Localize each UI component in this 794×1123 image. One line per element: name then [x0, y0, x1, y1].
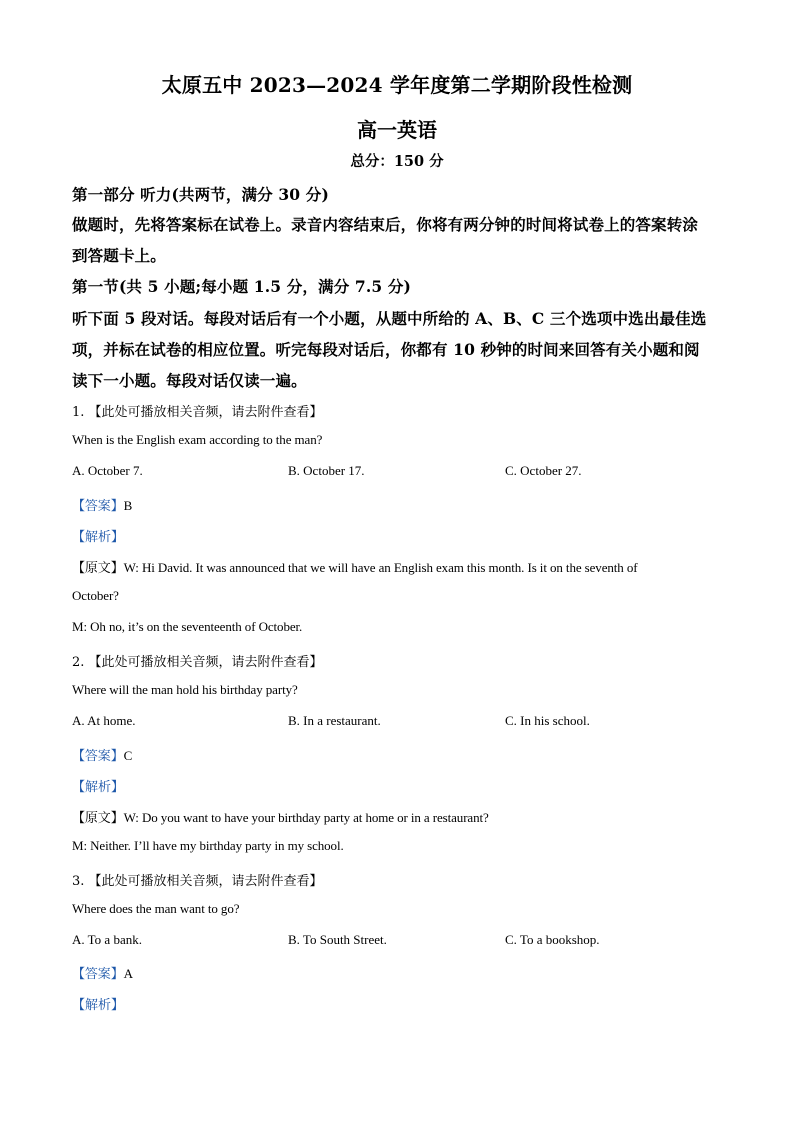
transcript-text: W: Hi David. It was announced that we will have an English exam this month. Is it on the seventh of	[123, 560, 638, 575]
answer-value: B	[123, 498, 133, 513]
total-score: 总分：150 分	[350, 153, 444, 170]
question-3-text: Where does the man want to go?	[72, 901, 240, 916]
answer-label: 【答案】	[72, 498, 124, 513]
question-2-option-c: C. In his school.	[505, 713, 590, 728]
question-1-option-c: C. October 27.	[505, 463, 582, 478]
exam-title: 太原五中 2023—2024 学年度第二学期阶段性检测	[161, 73, 633, 97]
part1-instruction-line2: 到答题卡上。	[72, 246, 166, 265]
question-1-analysis-label: 【解析】	[72, 530, 125, 545]
original-label: 【原文】	[72, 810, 124, 825]
question-2-transcript-line2: M: Neither. I’ll have my birthday party in my school.	[72, 838, 344, 853]
question-3-header: 3. 【此处可播放相关音频，请去附件查看】	[72, 874, 323, 889]
exam-subject: 高一英语	[357, 118, 437, 142]
question-2-text: Where will the man hold his birthday party?	[72, 682, 298, 697]
answer-value: A	[123, 966, 133, 981]
section1-instruction-line1: 听下面 5 段对话。每段对话后有一个小题，从题中所给的 A、B、C 三个选项中选出最佳选	[72, 309, 707, 328]
question-1-transcript-line2: October?	[72, 588, 119, 603]
question-2-analysis-label: 【解析】	[72, 780, 125, 795]
question-1-answer	[72, 495, 132, 514]
question-1-transcript-line1	[72, 557, 637, 576]
answer-label: 【答案】	[72, 966, 124, 981]
question-3-option-b: B. To South Street.	[288, 932, 387, 947]
transcript-text: W: Do you want to have your birthday party at home or in a restaurant?	[123, 810, 489, 825]
question-1-transcript-line3: M: Oh no, it’s on the seventeenth of October.	[72, 619, 303, 634]
answer-label: 【答案】	[72, 748, 124, 763]
answer-value: C	[123, 748, 133, 763]
question-3-analysis-label: 【解析】	[72, 998, 125, 1013]
original-label: 【原文】	[72, 560, 124, 575]
section1-heading: 第一节(共 5 小题;每小题 1.5 分，满分 7.5 分)	[72, 277, 411, 296]
section1-instruction-line3: 读下一小题。每段对话仅读一遍。	[72, 371, 307, 390]
question-3-option-c: C. To a bookshop.	[505, 932, 600, 947]
question-2-option-b: B. In a restaurant.	[288, 713, 381, 728]
question-1-option-a: A. October 7.	[72, 463, 143, 478]
question-2-transcript-line1	[72, 807, 489, 826]
question-3-answer	[72, 963, 133, 982]
part1-heading: 第一部分 听力(共两节，满分 30 分)	[72, 185, 329, 204]
question-3-option-a: A. To a bank.	[72, 932, 142, 947]
question-2-header: 2. 【此处可播放相关音频，请去附件查看】	[72, 655, 323, 670]
question-1-header: 1. 【此处可播放相关音频，请去附件查看】	[72, 405, 323, 420]
question-2-answer	[72, 745, 132, 764]
question-2-option-a: A. At home.	[72, 713, 136, 728]
question-1-option-b: B. October 17.	[288, 463, 365, 478]
question-1-text: When is the English exam according to the man?	[72, 432, 323, 447]
section1-instruction-line2: 项，并标在试卷的相应位置。听完每段对话后，你都有 10 秒钟的时间来回答有关小题和阅	[72, 340, 700, 359]
part1-instruction-line1: 做题时，先将答案标在试卷上。录音内容结束后，你将有两分钟的时间将试卷上的答案转涂	[72, 215, 699, 234]
